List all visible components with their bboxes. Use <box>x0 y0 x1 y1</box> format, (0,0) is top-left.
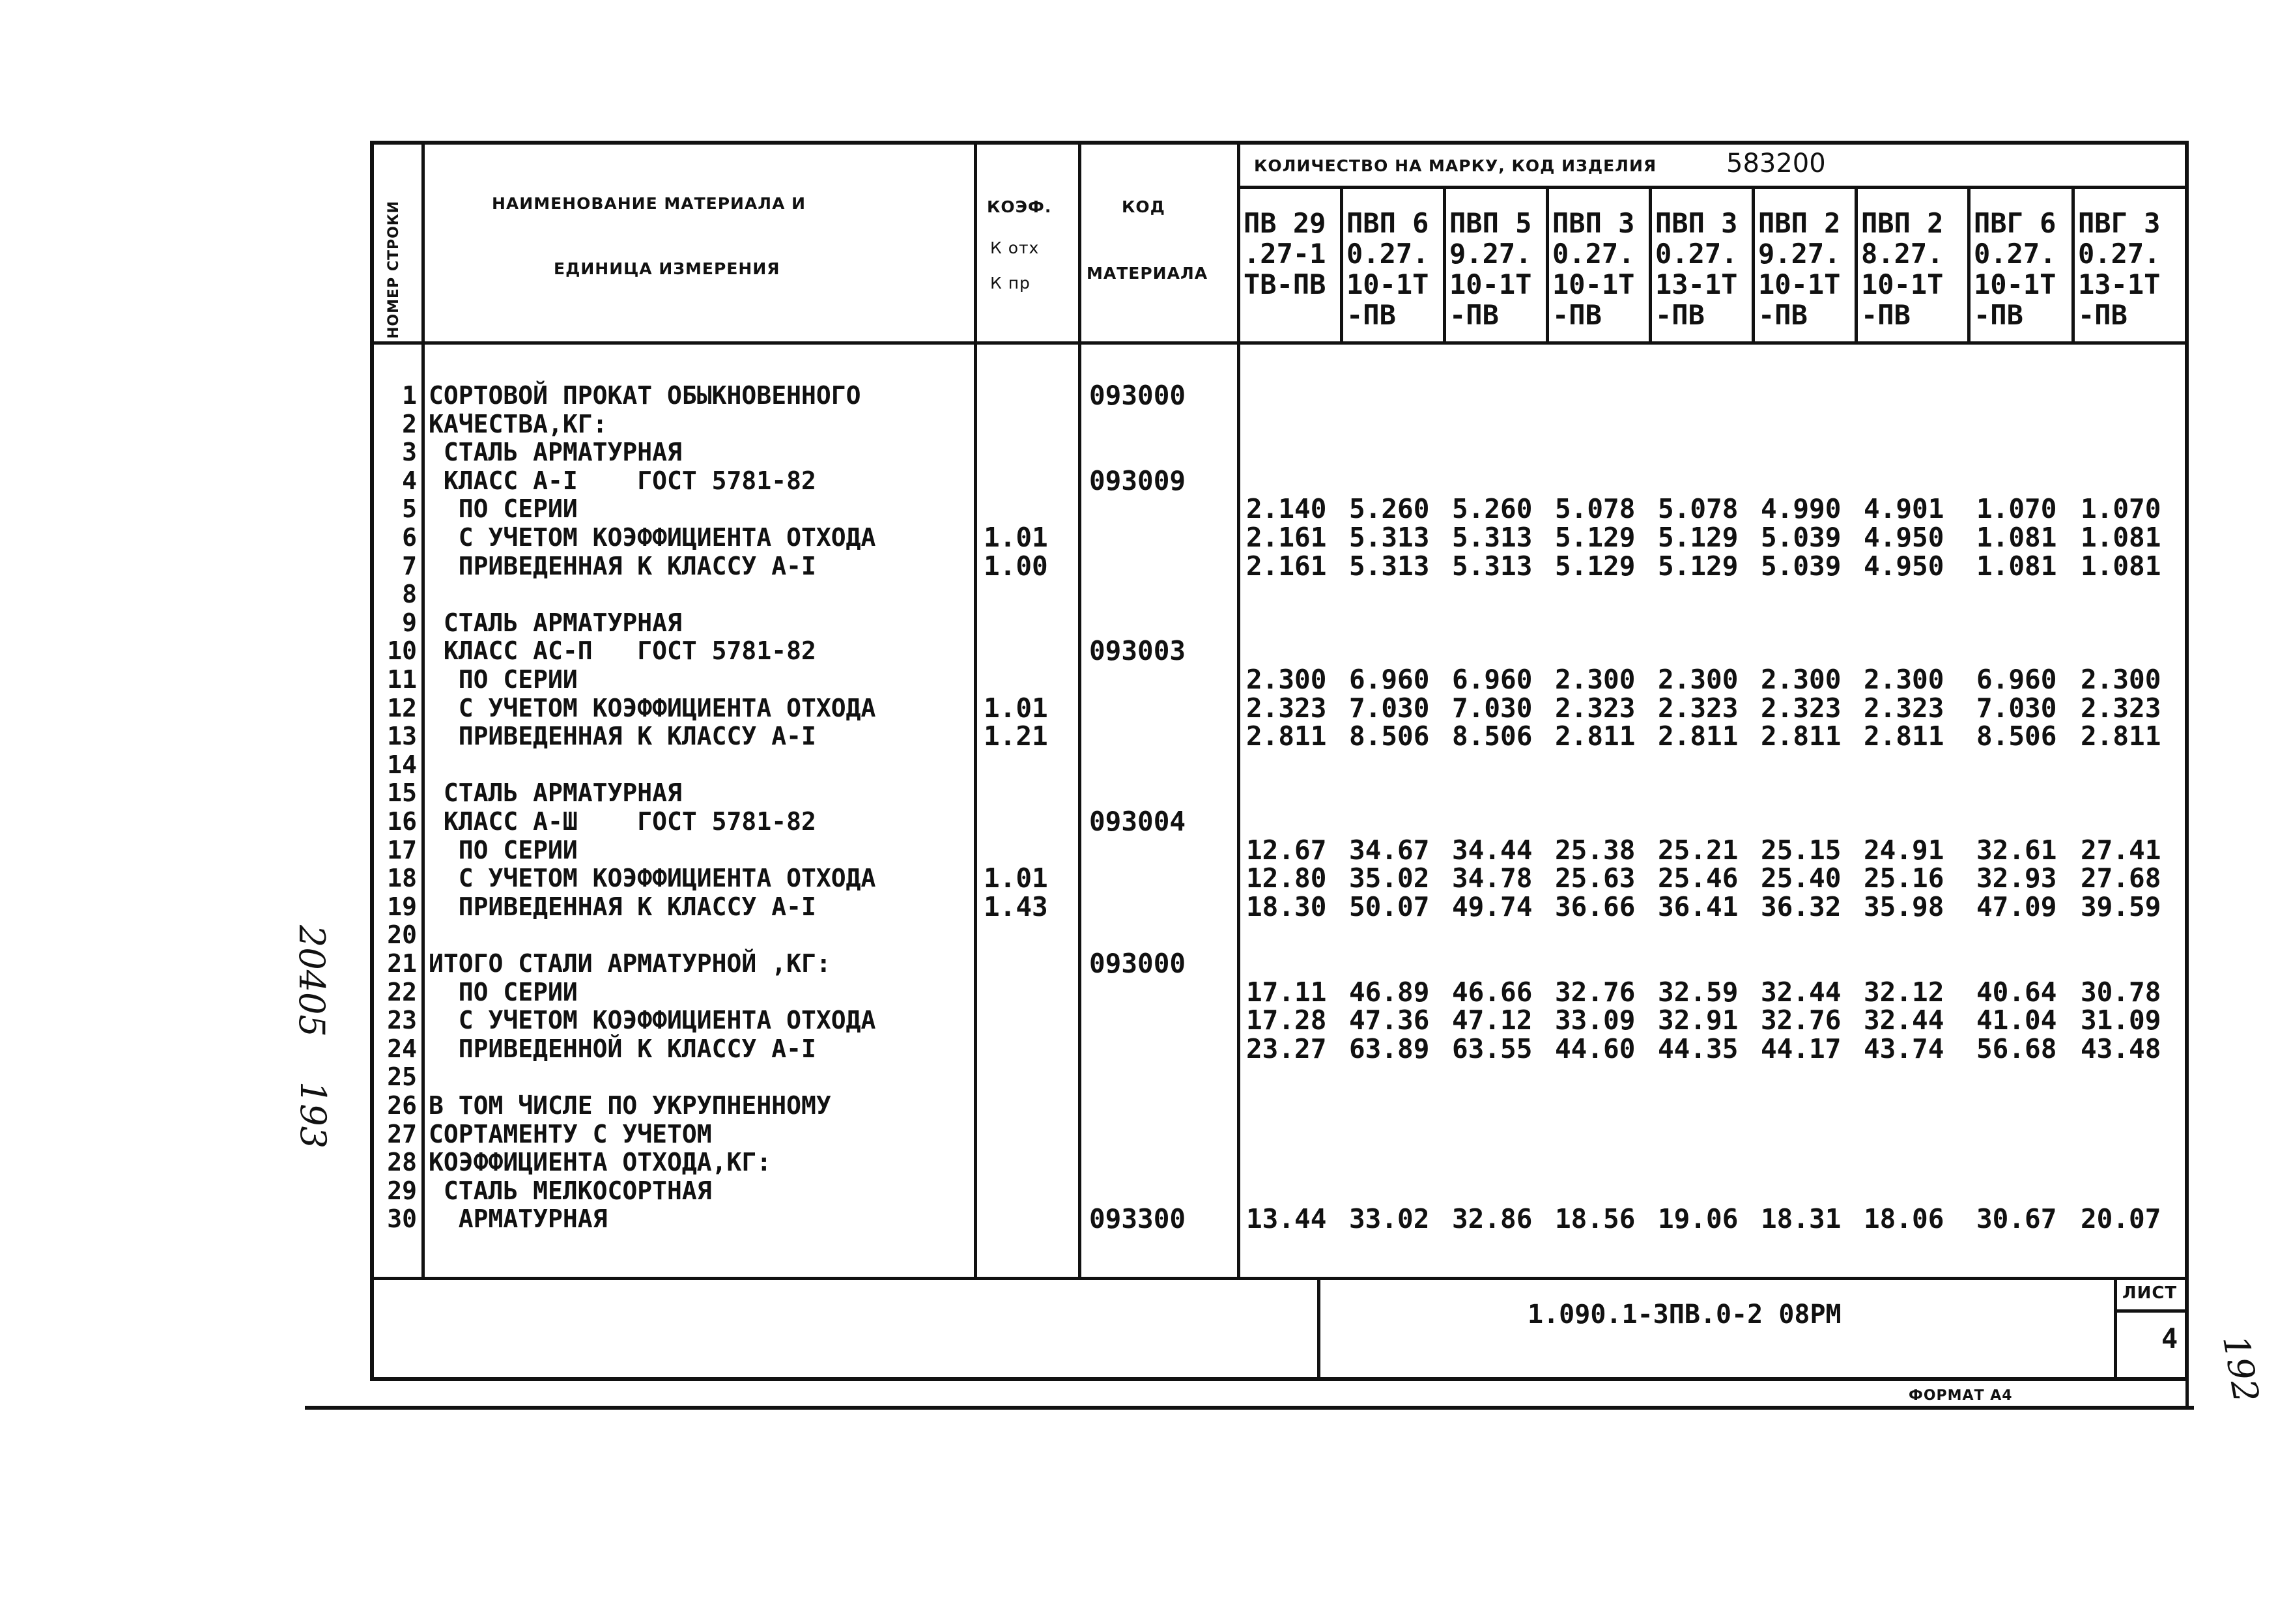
column-divider <box>974 141 977 1279</box>
material-code: 093004 <box>1089 806 1186 837</box>
quantity-value: 47.36 <box>1349 1004 1430 1036</box>
page-corner-mark <box>2185 1368 2189 1410</box>
quantity-value: 32.61 <box>1976 834 2057 866</box>
row-number: 7 <box>402 551 417 580</box>
material-code: 093009 <box>1089 464 1186 496</box>
column-header-8-line1: ПВГ 6 <box>1974 207 2056 239</box>
quantity-value: 25.40 <box>1761 862 1842 894</box>
quantity-value: 2.300 <box>1658 664 1739 695</box>
material-text: ПРИВЕДЕННАЯ К КЛАССУ А-I <box>429 722 816 751</box>
quantity-value: 32.86 <box>1452 1203 1533 1235</box>
material-code: 093003 <box>1089 635 1186 667</box>
coefficient: 1.21 <box>984 720 1048 752</box>
quantity-value: 5.039 <box>1761 522 1842 553</box>
column-header-4-line4: -ПВ <box>1552 299 1602 331</box>
material-text: ПО СЕРИИ <box>429 835 578 864</box>
quantity-value: 40.64 <box>1976 976 2057 1008</box>
column-header-5-line4: -ПВ <box>1655 299 1705 331</box>
quantity-value: 32.59 <box>1658 976 1739 1008</box>
quantity-column-divider <box>1967 186 1971 345</box>
quantity-value: 8.506 <box>1976 720 2057 752</box>
row-number: 25 <box>387 1062 417 1092</box>
coefficient: 1.43 <box>984 890 1048 922</box>
quantity-value: 5.313 <box>1349 522 1430 553</box>
row-number: 24 <box>387 1034 417 1063</box>
sheet-number: 4 <box>2161 1322 2178 1354</box>
material-text: КЛАСС А-Ш ГОСТ 5781-82 <box>429 807 816 836</box>
quantity-value: 32.93 <box>1976 862 2057 894</box>
material-name-header-line2: ЕДИНИЦА ИЗМЕРЕНИЯ <box>554 259 780 278</box>
quantity-value: 34.67 <box>1349 834 1430 866</box>
quantity-value: 4.901 <box>1864 493 1944 525</box>
row-number: 8 <box>402 580 417 609</box>
column-header-1-line2: .27-1 <box>1244 238 1326 270</box>
row-number: 13 <box>387 722 417 751</box>
row-number: 15 <box>387 778 417 808</box>
quantity-value: 2.811 <box>1864 720 1944 752</box>
quantity-column-divider <box>1649 186 1652 345</box>
quantity-value: 25.21 <box>1658 834 1739 866</box>
page-number-left: 193 <box>292 1081 334 1149</box>
quantity-value: 19.06 <box>1658 1203 1739 1235</box>
quantity-value: 44.60 <box>1555 1033 1636 1064</box>
page-baseline <box>305 1406 2194 1410</box>
quantity-value: 5.260 <box>1349 493 1430 525</box>
quantity-column-divider <box>1340 186 1343 345</box>
quantity-value: 50.07 <box>1349 890 1430 922</box>
quantity-value: 2.323 <box>1658 692 1739 724</box>
quantity-value: 2.811 <box>2081 720 2161 752</box>
title-block-top-line <box>370 1277 2189 1280</box>
row-number: 4 <box>402 466 417 495</box>
quantity-value: 2.811 <box>1246 720 1327 752</box>
quantity-value: 5.078 <box>1555 493 1636 525</box>
quantity-value: 4.950 <box>1864 550 1944 582</box>
row-number: 26 <box>387 1091 417 1120</box>
material-text: КЛАСС АС-П ГОСТ 5781-82 <box>429 636 816 666</box>
column-header-5-line1: ПВП 3 <box>1655 207 1738 239</box>
column-header-9-line4: -ПВ <box>2078 299 2127 331</box>
quantity-value: 25.15 <box>1761 834 1842 866</box>
column-divider <box>1237 141 1240 1279</box>
quantity-value: 30.78 <box>2081 976 2161 1008</box>
quantity-value: 36.32 <box>1761 890 1842 922</box>
quantity-column-divider <box>2071 186 2075 345</box>
row-number: 29 <box>387 1176 417 1205</box>
header-divider <box>1237 186 2189 189</box>
coefficient: 1.01 <box>984 522 1048 553</box>
column-header-8-line4: -ПВ <box>1974 299 2023 331</box>
row-number: 23 <box>387 1006 417 1035</box>
quantity-value: 43.74 <box>1864 1033 1944 1064</box>
row-number: 5 <box>402 494 417 524</box>
header-bottom-line <box>370 341 2189 345</box>
column-header-9-line1: ПВГ 3 <box>2078 207 2161 239</box>
quantity-value: 25.63 <box>1555 862 1636 894</box>
quantity-value: 31.09 <box>2081 1004 2161 1036</box>
material-text: В ТОМ ЧИСЛЕ ПО УКРУПНЕННОМУ <box>429 1091 831 1120</box>
quantity-value: 5.129 <box>1555 522 1636 553</box>
row-number: 30 <box>387 1204 417 1234</box>
row-number: 16 <box>387 807 417 836</box>
quantity-value: 5.313 <box>1452 522 1533 553</box>
column-header-2-line2: 0.27. <box>1346 238 1429 270</box>
quantity-value: 7.030 <box>1976 692 2057 724</box>
quantity-value: 6.960 <box>1452 664 1533 695</box>
quantity-column-divider <box>1443 186 1446 345</box>
column-header-2-line4: -ПВ <box>1346 299 1396 331</box>
quantity-value: 30.67 <box>1976 1203 2057 1235</box>
quantity-value: 44.17 <box>1761 1033 1842 1064</box>
material-text: ПО СЕРИИ <box>429 494 578 524</box>
quantity-value: 33.02 <box>1349 1203 1430 1235</box>
quantity-value: 7.030 <box>1452 692 1533 724</box>
quantity-value: 27.41 <box>2081 834 2161 866</box>
quantity-value: 5.313 <box>1452 550 1533 582</box>
column-header-3-line1: ПВП 5 <box>1449 207 1532 239</box>
quantity-value: 32.44 <box>1864 1004 1944 1036</box>
coefficient: 1.01 <box>984 862 1048 894</box>
quantity-value: 1.081 <box>2081 522 2161 553</box>
quantity-value: 12.80 <box>1246 862 1327 894</box>
quantity-value: 2.300 <box>1246 664 1327 695</box>
column-divider <box>421 141 425 1279</box>
column-header-7-line3: 10-1Т <box>1861 268 1944 300</box>
row-number: 1 <box>402 381 417 410</box>
page-number-right: 192 <box>2214 1332 2267 1406</box>
row-number: 19 <box>387 892 417 921</box>
quantity-value: 1.081 <box>1976 550 2057 582</box>
quantity-value: 44.35 <box>1658 1033 1739 1064</box>
column-header-7-line2: 8.27. <box>1861 238 1944 270</box>
quantity-value: 63.55 <box>1452 1033 1533 1064</box>
row-number: 3 <box>402 438 417 467</box>
quantity-value: 2.323 <box>2081 692 2161 724</box>
row-number: 20 <box>387 920 417 950</box>
material-text: ПРИВЕДЕННАЯ К КЛАССУ А-I <box>429 551 816 580</box>
quantity-value: 49.74 <box>1452 890 1533 922</box>
quantity-column-divider <box>1855 186 1858 345</box>
material-text: КОЭФФИЦИЕНТА ОТХОДА,КГ: <box>429 1148 772 1177</box>
column-header-6-line3: 10-1Т <box>1758 268 1841 300</box>
row-number: 22 <box>387 977 417 1006</box>
quantity-value: 4.990 <box>1761 493 1842 525</box>
quantity-value: 41.04 <box>1976 1004 2057 1036</box>
quantity-value: 18.56 <box>1555 1203 1636 1235</box>
material-text: С УЧЕТОМ КОЭФФИЦИЕНТА ОТХОДА <box>429 693 876 722</box>
quantity-value: 32.12 <box>1864 976 1944 1008</box>
quantity-value: 56.68 <box>1976 1033 2057 1064</box>
quantity-value: 5.129 <box>1555 550 1636 582</box>
material-text: СОРТОВОЙ ПРОКАТ ОБЫКНОВЕННОГО <box>429 381 861 410</box>
quantity-value: 46.89 <box>1349 976 1430 1008</box>
coef-header-line2: К отх <box>990 238 1040 257</box>
material-text: КЛАСС А-I ГОСТ 5781-82 <box>429 466 816 495</box>
material-text: СТАЛЬ АРМАТУРНАЯ <box>429 778 682 808</box>
quantity-value: 20.07 <box>2081 1203 2161 1235</box>
quantity-column-divider <box>1546 186 1549 345</box>
column-header-5-line2: 0.27. <box>1655 238 1738 270</box>
quantity-value: 2.300 <box>1555 664 1636 695</box>
quantity-value: 7.030 <box>1349 692 1430 724</box>
material-code: 093000 <box>1089 948 1186 979</box>
row-number: 28 <box>387 1148 417 1177</box>
quantity-value: 2.323 <box>1246 692 1327 724</box>
coef-header-line1: КОЭФ. <box>987 197 1052 216</box>
quantity-value: 2.323 <box>1864 692 1944 724</box>
column-header-8-line2: 0.27. <box>1974 238 2056 270</box>
quantity-value: 23.27 <box>1246 1033 1327 1064</box>
material-code: 093000 <box>1089 380 1186 411</box>
quantity-value: 17.11 <box>1246 976 1327 1008</box>
row-number: 27 <box>387 1119 417 1148</box>
quantity-value: 12.67 <box>1246 834 1327 866</box>
quantity-value: 5.129 <box>1658 522 1739 553</box>
row-number: 9 <box>402 608 417 637</box>
quantity-value: 36.41 <box>1658 890 1739 922</box>
quantity-value: 5.129 <box>1658 550 1739 582</box>
quantity-value: 5.313 <box>1349 550 1430 582</box>
material-text: СТАЛЬ АРМАТУРНАЯ <box>429 608 682 637</box>
column-header-6-line4: -ПВ <box>1758 299 1808 331</box>
quantity-value: 18.30 <box>1246 890 1327 922</box>
quantity-value: 2.161 <box>1246 550 1327 582</box>
column-header-1-line3: ТВ-ПВ <box>1244 268 1326 300</box>
quantity-value: 17.28 <box>1246 1004 1327 1036</box>
code-header-line2: МАТЕРИАЛА <box>1087 264 1208 283</box>
row-number: 17 <box>387 835 417 864</box>
material-text: СОРТАМЕНТУ С УЧЕТОМ <box>429 1119 712 1148</box>
coef-header-line3: К пр <box>990 274 1031 292</box>
quantity-value: 1.070 <box>2081 493 2161 525</box>
row-number: 10 <box>387 636 417 666</box>
coefficient: 1.00 <box>984 550 1048 582</box>
quantity-value: 47.09 <box>1976 890 2057 922</box>
column-header-9-line2: 0.27. <box>2078 238 2161 270</box>
quantity-value: 18.31 <box>1761 1203 1842 1235</box>
row-number: 11 <box>387 665 417 694</box>
column-header-4-line2: 0.27. <box>1552 238 1635 270</box>
quantity-value: 2.161 <box>1246 522 1327 553</box>
coefficient: 1.01 <box>984 692 1048 724</box>
quantity-value: 32.76 <box>1555 976 1636 1008</box>
column-divider <box>1078 141 1081 1279</box>
quantity-value: 24.91 <box>1864 834 1944 866</box>
quantity-value: 33.09 <box>1555 1004 1636 1036</box>
column-header-2-line1: ПВП 6 <box>1346 207 1429 239</box>
quantity-value: 25.46 <box>1658 862 1739 894</box>
quantity-value: 2.140 <box>1246 493 1327 525</box>
material-text: С УЧЕТОМ КОЭФФИЦИЕНТА ОТХОДА <box>429 1006 876 1035</box>
row-number: 12 <box>387 693 417 722</box>
column-header-7-line1: ПВП 2 <box>1861 207 1944 239</box>
quantity-value: 47.12 <box>1452 1004 1533 1036</box>
quantity-value: 2.300 <box>1864 664 1944 695</box>
document-code: 1.090.1-3ПВ.0-2 08РМ <box>1528 1300 1842 1330</box>
material-name-header-line1: НАИМЕНОВАНИЕ МАТЕРИАЛА И <box>492 194 806 213</box>
quantity-value: 5.260 <box>1452 493 1533 525</box>
quantity-value: 43.48 <box>2081 1033 2161 1064</box>
sheet-label: ЛИСТ <box>2122 1283 2178 1303</box>
column-header-6-line1: ПВП 2 <box>1758 207 1841 239</box>
column-header-3-line4: -ПВ <box>1449 299 1499 331</box>
title-block-divider <box>2114 1309 2189 1313</box>
quantity-value: 34.44 <box>1452 834 1533 866</box>
quantity-value: 8.506 <box>1349 720 1430 752</box>
quantity-value: 2.811 <box>1555 720 1636 752</box>
quantity-value: 39.59 <box>2081 890 2161 922</box>
material-text: ПО СЕРИИ <box>429 665 578 694</box>
quantity-value: 6.960 <box>1349 664 1430 695</box>
quantity-value: 5.078 <box>1658 493 1739 525</box>
quantity-value: 25.16 <box>1864 862 1944 894</box>
title-block-divider <box>2114 1277 2117 1381</box>
quantity-value: 2.811 <box>1761 720 1842 752</box>
quantity-value: 1.081 <box>1976 522 2057 553</box>
quantity-value: 5.039 <box>1761 550 1842 582</box>
quantity-value: 2.323 <box>1761 692 1842 724</box>
column-header-3-line3: 10-1Т <box>1449 268 1532 300</box>
row-number-header: НОМЕР СТРОКИ <box>386 200 402 339</box>
column-header-6-line2: 9.27. <box>1758 238 1841 270</box>
quantity-value: 27.68 <box>2081 862 2161 894</box>
material-text: КАЧЕСТВА,КГ: <box>429 409 608 438</box>
quantity-value: 2.300 <box>1761 664 1842 695</box>
quantity-value: 35.02 <box>1349 862 1430 894</box>
row-number: 14 <box>387 750 417 779</box>
quantity-value: 32.76 <box>1761 1004 1842 1036</box>
column-header-4-line1: ПВП 3 <box>1552 207 1635 239</box>
quantity-column-divider <box>1752 186 1755 345</box>
material-text: АРМАТУРНАЯ <box>429 1204 608 1234</box>
material-text: С УЧЕТОМ КОЭФФИЦИЕНТА ОТХОДА <box>429 523 876 552</box>
code-header-line1: КОД <box>1122 197 1165 216</box>
quantity-value: 32.44 <box>1761 976 1842 1008</box>
quantity-value: 4.950 <box>1864 522 1944 553</box>
quantity-value: 34.78 <box>1452 862 1533 894</box>
quantity-value: 8.506 <box>1452 720 1533 752</box>
quantity-value: 1.070 <box>1976 493 2057 525</box>
quantity-value: 63.89 <box>1349 1033 1430 1064</box>
quantity-value: 2.323 <box>1555 692 1636 724</box>
title-block-divider <box>1317 1277 1320 1381</box>
material-code: 093300 <box>1089 1203 1186 1235</box>
material-text: СТАЛЬ АРМАТУРНАЯ <box>429 438 682 467</box>
row-number: 6 <box>402 523 417 552</box>
quantity-value: 32.91 <box>1658 1004 1739 1036</box>
quantity-value: 13.44 <box>1246 1203 1327 1235</box>
column-header-4-line3: 10-1Т <box>1552 268 1635 300</box>
column-header-3-line2: 9.27. <box>1449 238 1532 270</box>
inventory-number: 20405 <box>291 925 332 1037</box>
product-code: 583200 <box>1726 149 1826 178</box>
quantity-value: 25.38 <box>1555 834 1636 866</box>
quantity-header: КОЛИЧЕСТВО НА МАРКУ, КОД ИЗДЕЛИЯ <box>1254 156 1657 175</box>
column-header-1-line1: ПВ 29 <box>1244 207 1326 239</box>
material-text: ПРИВЕДЕННОЙ К КЛАССУ А-I <box>429 1034 816 1063</box>
material-text: ПРИВЕДЕННАЯ К КЛАССУ А-I <box>429 892 816 921</box>
column-header-8-line3: 10-1Т <box>1974 268 2056 300</box>
quantity-value: 35.98 <box>1864 890 1944 922</box>
material-text: ПО СЕРИИ <box>429 977 578 1006</box>
column-header-2-line3: 10-1Т <box>1346 268 1429 300</box>
row-number: 2 <box>402 409 417 438</box>
quantity-value: 6.960 <box>1976 664 2057 695</box>
quantity-value: 1.081 <box>2081 550 2161 582</box>
format-label: ФОРМАТ А4 <box>1909 1388 2013 1404</box>
column-header-7-line4: -ПВ <box>1861 299 1911 331</box>
material-text: ИТОГО СТАЛИ АРМАТУРНОЙ ,КГ: <box>429 949 831 978</box>
quantity-value: 36.66 <box>1555 890 1636 922</box>
material-text: СТАЛЬ МЕЛКОСОРТНАЯ <box>429 1176 712 1205</box>
column-header-5-line3: 13-1Т <box>1655 268 1738 300</box>
row-number: 21 <box>387 949 417 978</box>
quantity-value: 18.06 <box>1864 1203 1944 1235</box>
quantity-value: 46.66 <box>1452 976 1533 1008</box>
quantity-value: 2.300 <box>2081 664 2161 695</box>
column-header-9-line3: 13-1Т <box>2078 268 2161 300</box>
row-number: 18 <box>387 864 417 893</box>
material-text: С УЧЕТОМ КОЭФФИЦИЕНТА ОТХОДА <box>429 864 876 893</box>
quantity-value: 2.811 <box>1658 720 1739 752</box>
